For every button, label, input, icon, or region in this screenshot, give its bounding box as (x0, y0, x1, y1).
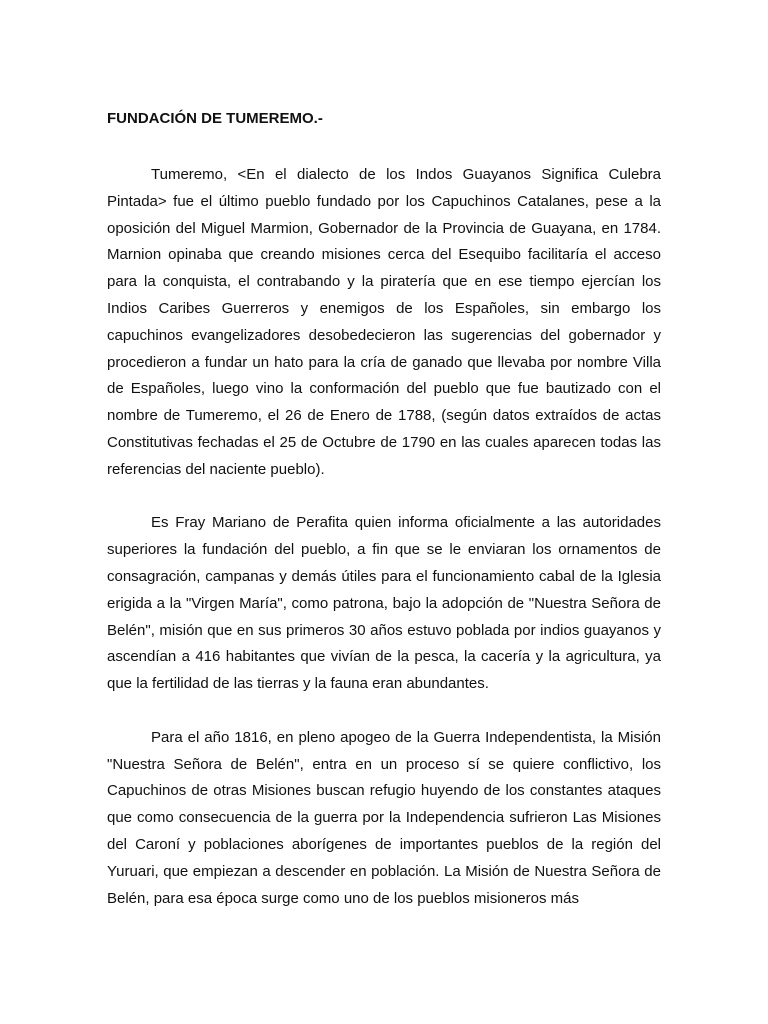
document-title: FUNDACIÓN DE TUMEREMO.- (107, 110, 323, 127)
paragraph-1: Tumeremo, <En el dialecto de los Indos Guayanos Significa Culebra Pintada> fue el último pueblo fundado por los Capuchinos Catalanes, pese a la oposición del Miguel Marmion, Gobernador de la Provincia de Guayana, en 1784. Marnion opinaba que creando misiones cerca del Esequibo facilitaría el acceso para la conquista, el contrabando y la piratería que en ese tiempo ejercían los Indios Caribes Guerreros y enemigos de los Españoles, sin embargo los capuchinos evangelizadores desobedecieron las sugerencias del gobernador y procedieron a fundar un hato para la cría de ganado que llevaba por nombre Villa de Españoles, luego vino la conformación del pueblo que fue bautizado con el nombre de Tumeremo, el 26 de Enero de 1788, (según datos extraídos de actas Constitutivas fechadas el 25 de Octubre de 1790 en las cuales aparecen todas las referencias del naciente pueblo). (107, 166, 661, 478)
document-body (107, 109, 661, 912)
paragraph-3: Para el año 1816, en pleno apogeo de la Guerra Independentista, la Misión "Nuestra Señora de Belén", entra en un proceso sí se quiere conflictivo, los Capuchinos de otras Misiones buscan refugio huyendo de los constantes ataques que como consecuencia de la guerra por la Independencia sufrieron Las Misiones del Caroní y poblaciones aborígenes de importantes pueblos de la región del Yuruari, que empiezan a descender en población. La Misión de Nuestra Señora de Belén, para esa época surge como uno de los pueblos misioneros más (107, 728, 661, 907)
paragraph-2: Es Fray Mariano de Perafita quien informa oficialmente a las autoridades superiores la fundación del pueblo, a fin que se le enviaran los ornamentos de consagración, campanas y demás útiles para el funcionamiento cabal de la Iglesia erigida a la "Virgen María", como patrona, bajo la adopción de "Nuestra Señora de Belén", misión que en sus primeros 30 años estuvo poblada por indios guayanos y ascendían a 416 habitantes que vivían de la pesca, la cacería y la agricultura, ya que la fertilidad de las tierras y la fauna eran abundantes. (107, 514, 661, 693)
